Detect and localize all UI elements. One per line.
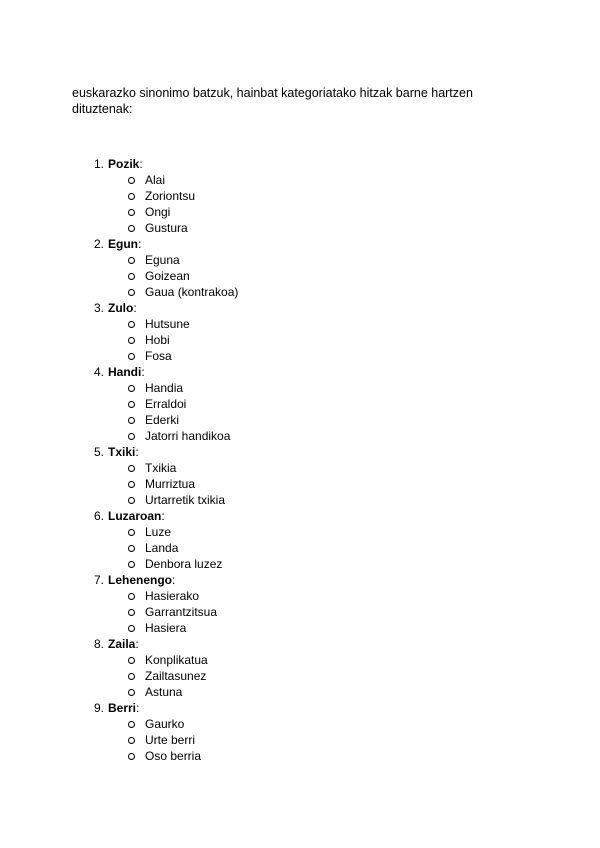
headword-colon: : (133, 301, 137, 315)
synonym-text: Denbora luzez (145, 557, 223, 571)
list-item-number: 4. (93, 365, 104, 379)
hollow-circle-bullet-icon (128, 673, 135, 680)
synonym-text: Ongi (145, 205, 171, 219)
synonym-text: Txikia (145, 461, 177, 475)
headword: Pozik (108, 157, 140, 171)
list-item-label (108, 508, 165, 524)
list-item-label (108, 572, 175, 588)
headword-colon: : (141, 365, 145, 379)
list-item-number: 6. (93, 509, 104, 523)
synonym-text: Luze (145, 525, 172, 539)
hollow-circle-bullet-icon (128, 417, 135, 424)
synonym-text: Hasiera (145, 621, 187, 635)
hollow-circle-bullet-icon (128, 337, 135, 344)
headword-colon: : (138, 237, 142, 251)
synonym-text: Zailtasunez (145, 669, 207, 683)
hollow-circle-bullet-icon (128, 209, 135, 216)
list-item-number: 3. (93, 301, 104, 315)
hollow-circle-bullet-icon (128, 257, 135, 264)
headword: Zaila (108, 637, 136, 651)
list-item-number: 8. (93, 637, 104, 651)
hollow-circle-bullet-icon (128, 737, 135, 744)
synonym-text: Hobi (145, 333, 170, 347)
synonym-text: Urtarretik txikia (145, 493, 226, 507)
hollow-circle-bullet-icon (128, 545, 135, 552)
list-item-label (108, 636, 139, 652)
list-item-label (108, 700, 139, 716)
synonym-text: Gaurko (145, 717, 185, 731)
synonym-text: Eguna (145, 253, 180, 267)
synonym-text: Zoriontsu (145, 189, 196, 203)
list-item-label (108, 444, 139, 460)
synonym-text: Konplikatua (145, 653, 208, 667)
list-item-number: 5. (93, 445, 104, 459)
headword-colon: : (135, 637, 139, 651)
synonym-text: Garrantzitsua (145, 605, 218, 619)
synonym-text: Erraldoi (145, 397, 187, 411)
hollow-circle-bullet-icon (128, 193, 135, 200)
hollow-circle-bullet-icon (128, 353, 135, 360)
hollow-circle-bullet-icon (128, 721, 135, 728)
hollow-circle-bullet-icon (128, 273, 135, 280)
list-item-label (108, 236, 141, 252)
headword: Egun (108, 237, 138, 251)
hollow-circle-bullet-icon (128, 753, 135, 760)
headword: Luzaroan (108, 509, 162, 523)
hollow-circle-bullet-icon (128, 465, 135, 472)
hollow-circle-bullet-icon (128, 401, 135, 408)
synonym-text: Hasierako (145, 589, 200, 603)
synonym-text: Ederki (145, 413, 180, 427)
headword: Txiki (108, 445, 136, 459)
hollow-circle-bullet-icon (128, 657, 135, 664)
intro-paragraph: euskarazko sinonimo batzuk, hainbat kategoriatako hitzak barne hartzen dituztenak: (72, 86, 473, 116)
headword-colon: : (135, 445, 139, 459)
hollow-circle-bullet-icon (128, 497, 135, 504)
list-item-number: 2. (93, 237, 104, 251)
list-item-number: 9. (93, 701, 104, 715)
synonym-text: Handia (145, 381, 184, 395)
hollow-circle-bullet-icon (128, 593, 135, 600)
hollow-circle-bullet-icon (128, 625, 135, 632)
hollow-circle-bullet-icon (128, 225, 135, 232)
hollow-circle-bullet-icon (128, 289, 135, 296)
synonym-text: Alai (145, 173, 166, 187)
synonym-text: Fosa (145, 349, 172, 363)
headword-colon: : (172, 573, 176, 587)
synonym-text: Murriztua (145, 477, 196, 491)
list-item-label (108, 364, 145, 380)
headword-colon: : (136, 701, 140, 715)
synonym-text: Landa (145, 541, 179, 555)
hollow-circle-bullet-icon (128, 177, 135, 184)
synonym-text: Gustura (145, 221, 188, 235)
hollow-circle-bullet-icon (128, 561, 135, 568)
synonym-text: Hutsune (145, 317, 190, 331)
headword-colon: : (139, 157, 143, 171)
synonym-text: Astuna (145, 685, 183, 699)
headword-colon: : (161, 509, 165, 523)
hollow-circle-bullet-icon (128, 385, 135, 392)
list-item-label (108, 156, 143, 172)
list-item-number: 7. (93, 573, 104, 587)
hollow-circle-bullet-icon (128, 529, 135, 536)
headword: Handi (108, 365, 142, 379)
headword: Lehenengo (108, 573, 173, 587)
list-item-number: 1. (93, 157, 104, 171)
synonym-text: Goizean (145, 269, 190, 283)
synonym-text: Gaua (kontrakoa) (145, 285, 239, 299)
headword: Berri (108, 701, 137, 715)
synonym-text: Urte berri (145, 733, 196, 747)
synonym-text: Jatorri handikoa (145, 429, 231, 443)
hollow-circle-bullet-icon (128, 609, 135, 616)
headword: Zulo (108, 301, 134, 315)
hollow-circle-bullet-icon (128, 689, 135, 696)
list-item-label (108, 300, 137, 316)
synonym-text: Oso berria (145, 749, 202, 763)
hollow-circle-bullet-icon (128, 481, 135, 488)
hollow-circle-bullet-icon (128, 433, 135, 440)
hollow-circle-bullet-icon (128, 321, 135, 328)
